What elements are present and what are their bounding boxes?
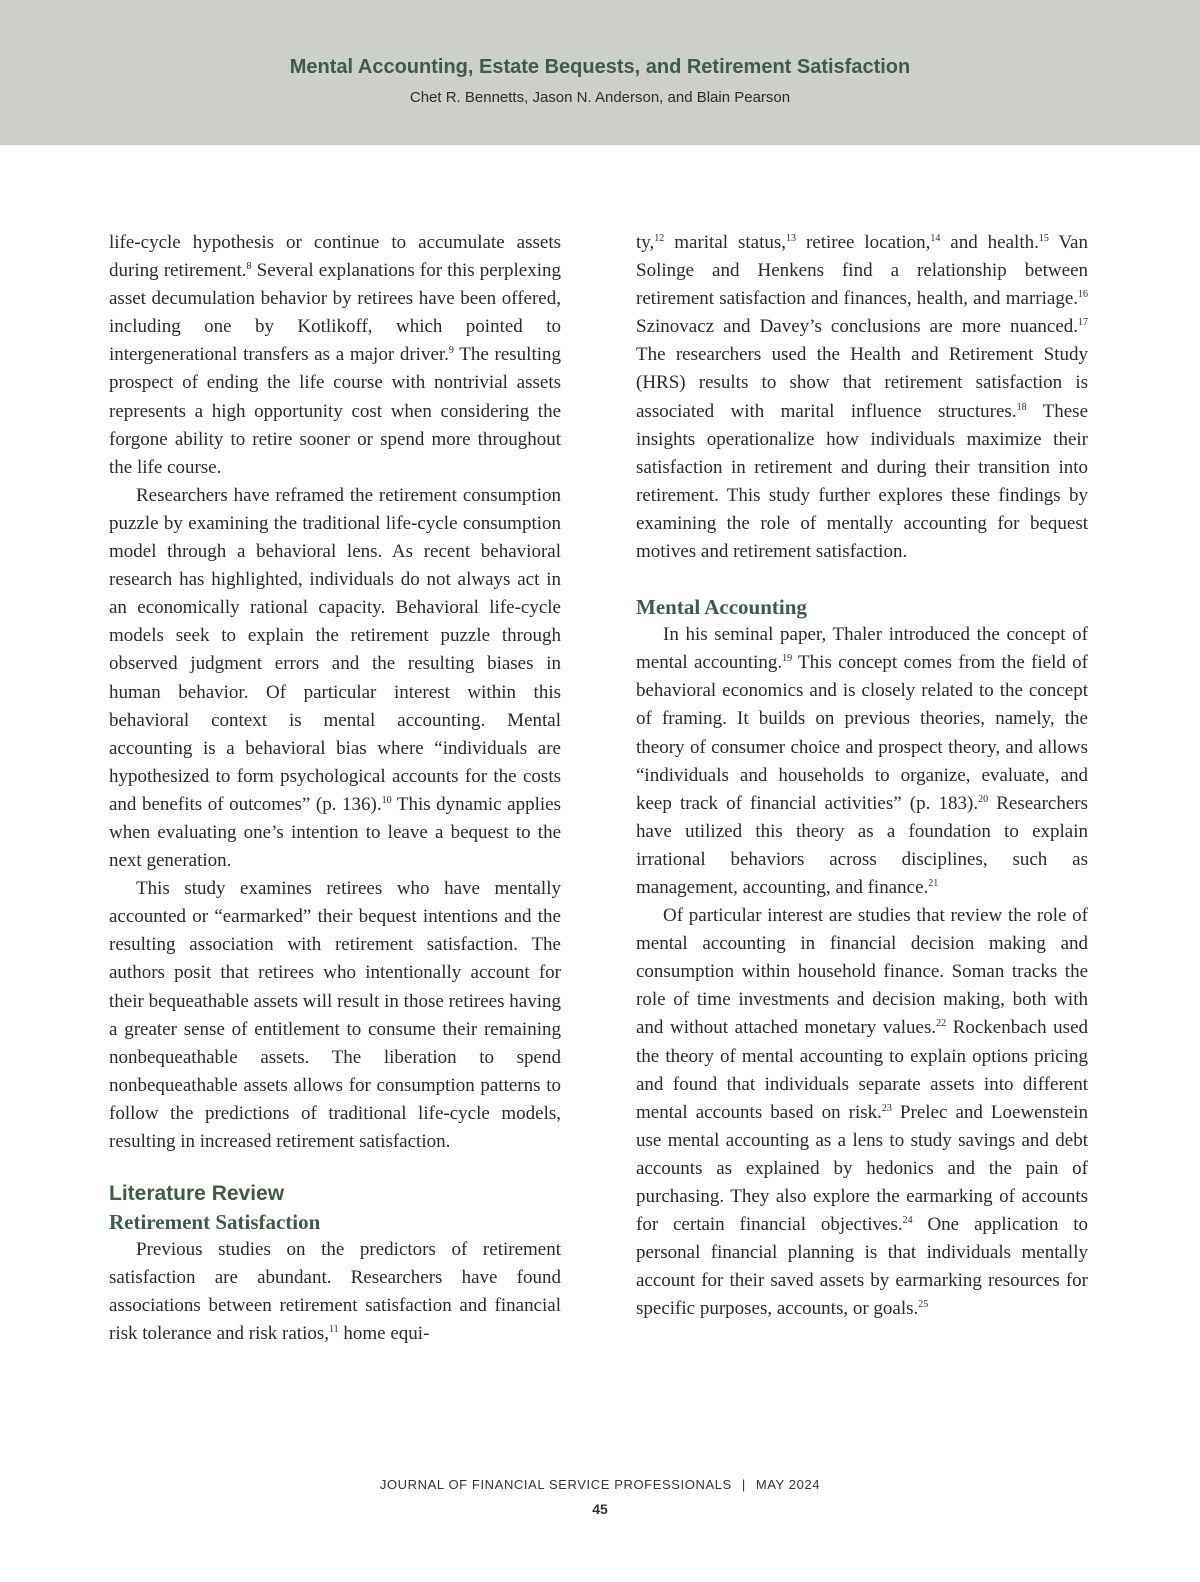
text: This dynamic applies when evaluating one’s intention to leave a bequest to the next generation. — [109, 793, 561, 872]
footnote-ref[interactable]: 21 — [928, 877, 939, 889]
text: In his seminal paper, Thaler introduced the concept of mental accounting. — [636, 624, 1088, 674]
footnote-ref[interactable]: 15 — [1038, 233, 1049, 244]
text: Prelec and Loewenstein use mental accounting as a lens to study savings and debt accounts as explained by hedonics and the pain of purchasing. They also explore the earmarking of accounts for certain financial objectives. — [636, 1101, 1088, 1236]
text: and health. — [940, 232, 1039, 253]
footnote-ref[interactable]: 23 — [881, 1102, 892, 1114]
footnote-ref[interactable]: 25 — [918, 1299, 929, 1311]
footnote-ref[interactable]: 9 — [448, 345, 454, 357]
footnote-ref[interactable]: 16 — [1078, 289, 1088, 301]
subsection-heading-mental-accounting: Mental Accounting — [636, 595, 807, 620]
footnote-ref[interactable]: 11 — [329, 1324, 339, 1336]
subsection-heading-retirement-satisfaction: Retirement Satisfaction — [109, 1210, 321, 1235]
issue-date: MAY 2024 — [755, 1477, 821, 1492]
left-column — [109, 229, 561, 1348]
footer-separator: | — [741, 1477, 746, 1492]
text: Of particular interest are studies that review the role of mental accounting in financial decision making and consumption within household finance. Soman tracks the role of time investments and decision making, both with and without attached monetary values. — [636, 905, 1088, 1039]
paragraph — [109, 1236, 561, 1348]
footnote-ref[interactable]: 12 — [654, 233, 665, 244]
text: Van Solinge and Henkens find a relationship between retirement satisfaction and finances, health, and marriage. — [636, 232, 1088, 310]
section-heading-literature-review: Literature Review — [109, 1182, 285, 1206]
running-header-authors: Chet R. Bennetts, Jason N. Anderson, and Blain Pearson — [409, 89, 791, 106]
text: Researchers have utilized this theory as a foundation to explain irrational behaviors across disciplines, such as management, accounting, and finance. — [636, 792, 1089, 898]
footnote-ref[interactable]: 8 — [246, 261, 252, 273]
paragraph — [636, 621, 1088, 902]
text: life-cycle hypothesis or continue to accumulate assets during retirement. — [109, 232, 561, 282]
paragraph — [636, 229, 1088, 566]
running-header-title: Mental Accounting, Estate Bequests, and Retirement Satisfaction — [289, 56, 911, 78]
footnote-ref[interactable]: 13 — [786, 233, 797, 244]
text: home equi- — [338, 1323, 430, 1345]
footnote-ref[interactable]: 10 — [381, 794, 392, 806]
text: This concept comes from the field of behavioral economics and is closely related to the concept of framing. It builds on previous theories, namely, the theory of consumer choice and prospect theory, and allows “individuals and households to organize, evaluate, and keep track of financial activities” (p. 183). — [636, 652, 1089, 814]
text: The researchers used the Health and Retirement Study (HRS) results to show that retirement satisfaction is associated with marital influence structures. — [636, 344, 1088, 422]
footnote-ref[interactable]: 22 — [936, 1018, 947, 1030]
journal-name: JOURNAL OF FINANCIAL SERVICE PROFESSIONALS — [379, 1477, 732, 1492]
text: One application to personal financial planning is that individuals mentally account for their saved assets by earmarking resources for specific purposes, accounts, or goals. — [636, 1214, 1088, 1320]
paragraph: This study examines retirees who have mentally accounted or “earmarked” their bequest intentions and the resulting association with retirement satisfaction. The authors posit that retirees who intentionally account for their bequeathable assets will result in those retirees having a greater sense of entitlement to consume their remaining nonbequeathable assets. The liberation to spend nonbequeathable assets allows for consumption patterns to follow the predictions of traditional life-cycle models, resulting in increased retirement satisfaction. — [109, 878, 561, 1152]
running-header — [0, 0, 1200, 145]
text: retiree location, — [796, 232, 931, 253]
footnote-ref[interactable]: 14 — [930, 233, 941, 244]
running-footer — [0, 1477, 1200, 1492]
footnote-ref[interactable]: 17 — [1078, 317, 1088, 329]
footnote-ref[interactable]: 20 — [978, 793, 989, 805]
paragraph — [109, 229, 561, 482]
text: These insights operationalize how individuals maximize their satisfaction in retirement and during their transition into retirement. This study further explores these findings by examining the role of mentally accounting for bequest motives and retirement satisfaction. — [636, 400, 1089, 563]
footnote-ref[interactable]: 18 — [1016, 401, 1027, 413]
text: marital status, — [664, 232, 787, 253]
right-column — [636, 229, 1088, 1323]
text: Szinovacz and Davey’s conclusions are more nuanced. — [636, 316, 1078, 338]
page-number: 45 — [592, 1501, 608, 1517]
text: Several explanations for this perplexing asset decumulation behavior by retirees have been offered, including one by Kotlikoff, which pointed to intergenerational transfers as a major driver. — [109, 260, 561, 366]
text: Rockenbach used the theory of mental accounting to explain options pricing and found that individuals separate assets into different mental accounts based on risk. — [636, 1017, 1089, 1123]
paragraph — [109, 482, 561, 875]
text: The resulting prospect of ending the life course with nontrivial assets represents a high opportunity cost when considering the forgone ability to retire sooner or spend more throughout the life course. — [109, 344, 562, 478]
text: Previous studies on the predictors of retirement satisfaction are abundant. Researchers have found associations between retirement satisfaction and financial risk tolerance and risk ratios, — [109, 1239, 561, 1345]
text: Researchers have reframed the retirement consumption puzzle by examining the traditional life-cycle consumption model through a behavioral lens. As recent behavioral research has highlighted, individuals do not always act in an economically rational capacity. Behavioral life-cycle models seek to explain the retirement puzzle through observed judgment errors and the resulting biases in human behavior. Of particular interest within this behavioral context is mental accounting. Mental accounting is a behavioral bias where “individuals are hypothesized to form psychological accounts for the costs and benefits of outcomes” (p. 136). — [109, 484, 561, 815]
paragraph — [636, 902, 1088, 1323]
footnote-ref[interactable]: 24 — [902, 1215, 913, 1227]
text: ty, — [636, 232, 655, 253]
footnote-ref[interactable]: 19 — [782, 653, 793, 665]
